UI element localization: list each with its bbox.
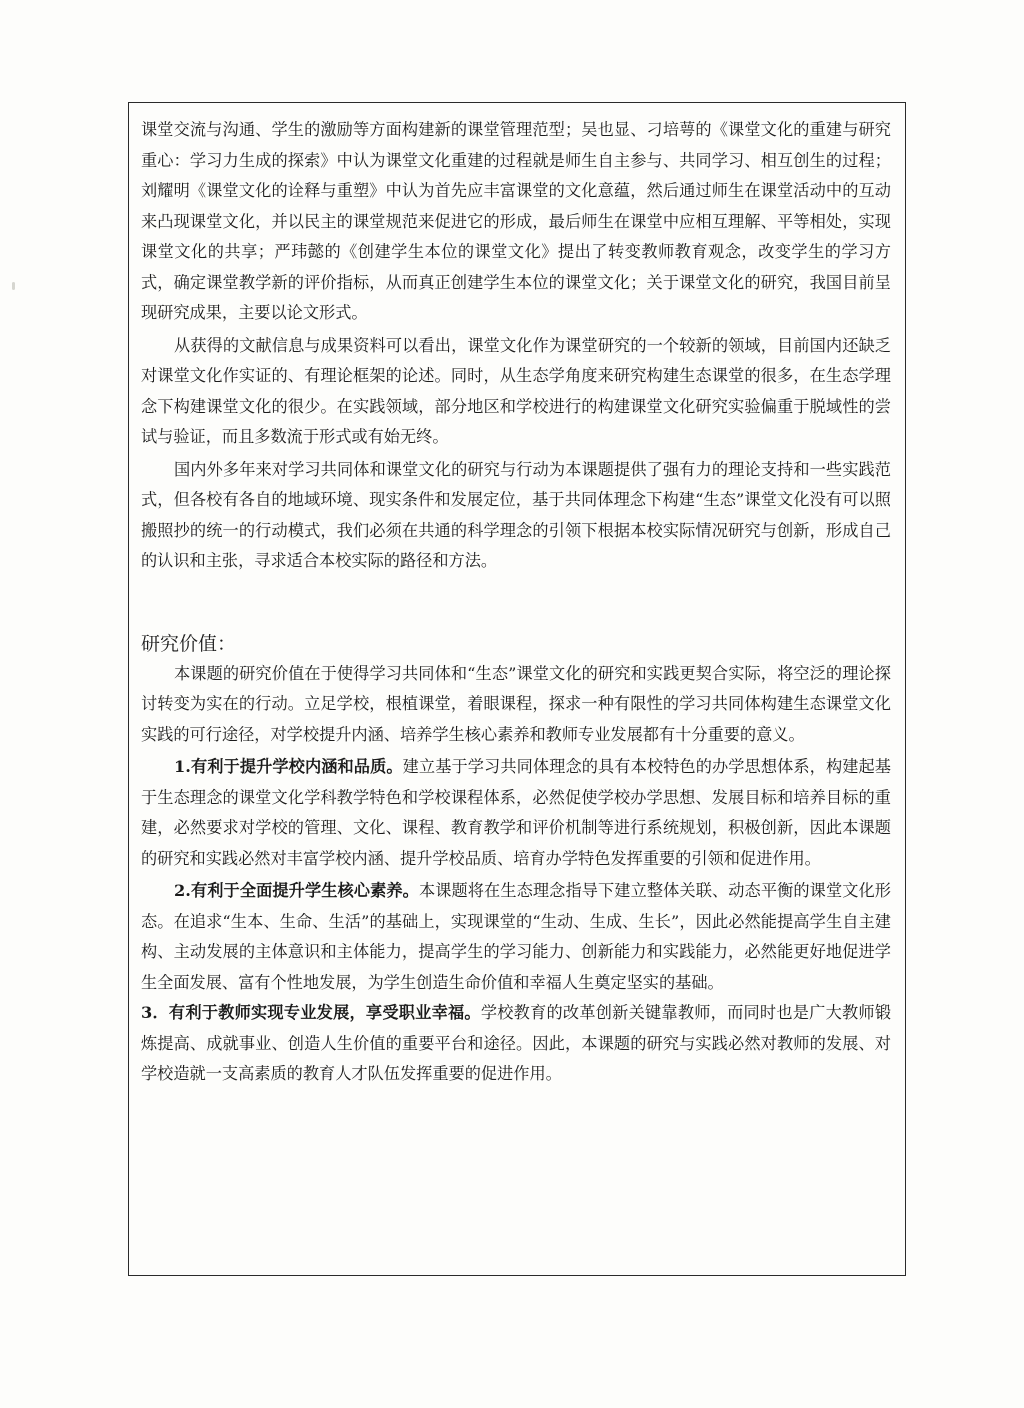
value-point-2-title: 2.有利于全面提升学生核心素养。: [174, 881, 419, 900]
value-point-3-title: 3．有利于教师实现专业发展，享受职业幸福。: [141, 1003, 481, 1022]
document-body: [141, 115, 891, 1090]
literature-review-continued: 课堂交流与沟通、学生的激励等方面构建新的课堂管理范型；吴也显、刁培萼的《课堂文化的重建与研究重心：学习力生成的探索》中认为课堂文化重建的过程就是师生自主参与、共同学习、相互创生的过程；刘耀明《课堂文化的诠释与重塑》中认为首先应丰富课堂的文化意蕴，然后通过师生在课堂活动中的互动来凸现课堂文化，并以民主的课堂规范来促进它的形成，最后师生在课堂中应相互理解、平等相处，实现课堂文化的共享；严玮懿的《创建学生本位的课堂文化》提出了转变教师教育观念，改变学生的学习方式，确定课堂教学新的评价指标，从而真正创建学生本位的课堂文化；关于课堂文化的研究，我国目前呈现研究成果，主要以论文形式。: [141, 120, 891, 322]
value-point-3-body: 学校教育的改革创新关键靠教师，而同时也是广大教师锻炼提高、成就事业、创造人生价值的重要平台和途径。因此，本课题的研究与实践必然对教师的发展、对学校造就一支高素质的教育人才队伍发挥重要的促进作用。: [141, 1003, 892, 1083]
form-frame: [128, 102, 906, 1276]
value-point-1: [141, 752, 891, 874]
research-value-intro: 本课题的研究价值在于使得学习共同体和“生态”课堂文化的研究和实践更契合实际，将空泛的理论探讨转变为实在的行动。立足学校，根植课堂，着眼课程，探求一种有限性的学习共同体构建生态课堂文化实践的可行途径，对学校提升内涵、培养学生核心素养和教师专业发展都有十分重要的意义。: [141, 663, 891, 744]
value-point-1-body: 建立基于学习共同体理念的具有本校特色的办学思想体系，构建起基于生态理念的课堂文化学科教学特色和学校课程体系，必然促使学校办学思想、发展目标和培养目标的重建，必然要求对学校的管理、文化、课程、教育教学和评价机制等进行系统规划，积极创新，因此本课题的研究和实践必然对丰富学校内涵、提升学校品质、培育办学特色发挥重要的引领和促进作用。: [141, 757, 891, 868]
literature-summary-paragraph: 从获得的文献信息与成果资料可以看出，课堂文化作为课堂研究的一个较新的领域，目前国内还缺乏对课堂文化作实证的、有理论框架的论述。同时，从生态学角度来研究构建生态课堂的很多，在生态学理念下构建课堂文化的很少。在实践领域，部分地区和学校进行的构建课堂文化研究实验偏重于脱域性的尝试与验证，而且多数流于形式或有始无终。: [141, 335, 891, 446]
scan-artifact: [12, 282, 15, 290]
research-basis-paragraph: 国内外多年来对学习共同体和课堂文化的研究与行动为本课题提供了强有力的理论支持和一些实践范式，但各校有各自的地域环境、现实条件和发展定位，基于共同体理念下构建“生态”课堂文化没有可以照搬照抄的统一的行动模式，我们必须在共通的科学理念的引领下根据本校实际情况研究与创新，形成自己的认识和主张，寻求适合本校实际的路径和方法。: [141, 459, 891, 570]
value-point-3: [141, 998, 891, 1090]
value-point-2: [141, 876, 891, 998]
section-heading-research-value: 研究价值：: [141, 632, 237, 655]
value-point-1-title: 1.有利于提升学校内涵和品质。: [174, 757, 403, 776]
value-point-2-body: 本课题将在生态理念指导下建立整体关联、动态平衡的课堂文化形态。在追求“生本、生命、生活”的基础上，实现课堂的“生动、生成、生长”，因此必然能提高学生自主建构、主动发展的主体意识和主体能力，提高学生的学习能力、创新能力和实践能力，必然能更好地促进学生全面发展、富有个性地发展，为学生创造生命价值和幸福人生奠定坚实的基础。: [141, 881, 891, 992]
